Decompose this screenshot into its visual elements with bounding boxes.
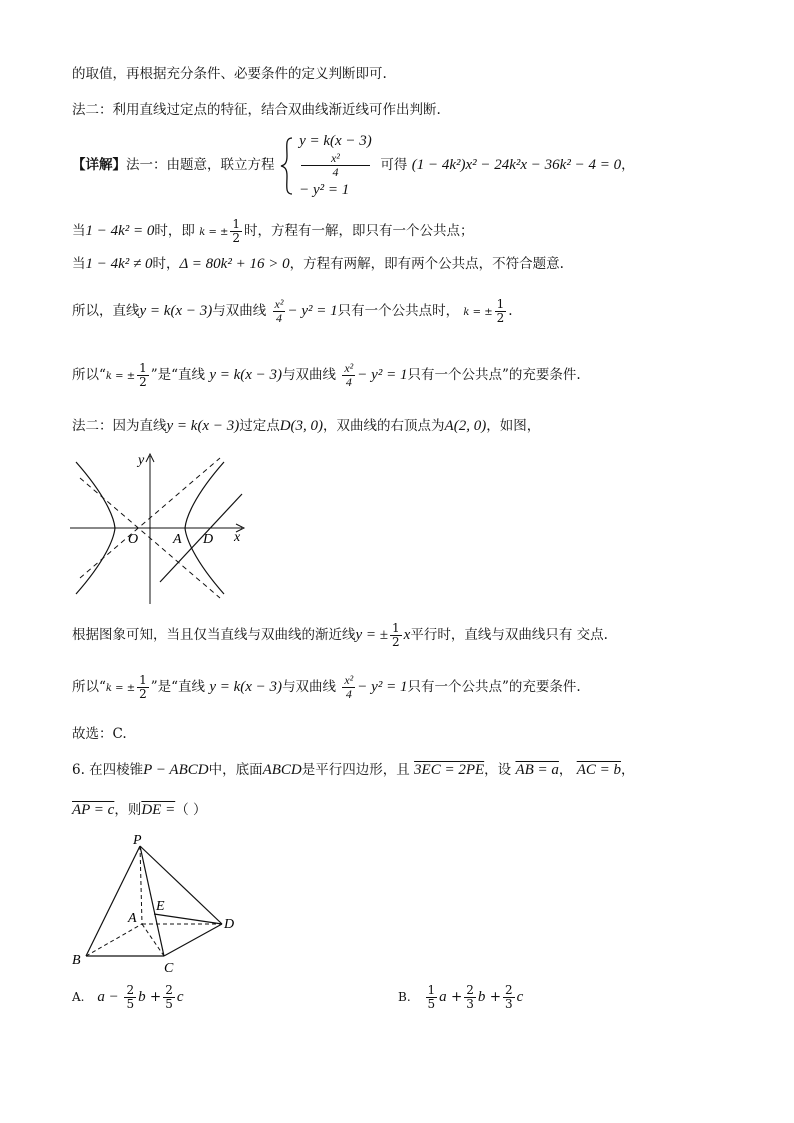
segment-ED	[154, 914, 222, 924]
text-line: 所以，直线y = k(x − 3)与双曲线 $\frac{\text{x²}}{4}$ − y² = 1只有一个公共点时， k = ± $\frac{1}{2}$ .	[72, 297, 513, 325]
edge-PA	[140, 846, 142, 924]
text-line: 当1 − 4k² ≠ 0时，Δ = 80k² + 16 > 0，方程有两解，即有两个公共点，不符合题意.	[72, 256, 564, 272]
label-D: D	[224, 917, 235, 932]
equation-system: y = k(x − 3) x² 4 − y² = 1	[299, 133, 372, 198]
detail-line: 【详解】法一：由题意，联立方程 y = k(x − 3) x² 4 − y² = 1 可得 (1 − 4k²)x² − 24k²x − 36k² − 4 = 0，	[72, 130, 635, 194]
option-b[interactable]: B. $\frac{1}{5}$ a + $\frac{2}{3}$ b + $\frac{2}{3}$ c	[398, 983, 524, 1011]
edge-CD	[164, 924, 222, 956]
text-line: 根据图象可知，当且仅当直线与双曲线的渐近线y = ± $\frac{1}{2}$ x平行时，直线与双曲线只有 交点.	[72, 621, 608, 649]
edge-PD	[140, 846, 222, 924]
text-line: 法二：利用直线过定点的特征，结合双曲线渐近线可作出判断.	[72, 102, 441, 118]
pyramid-figure	[70, 828, 250, 978]
text-line: 当1 − 4k² = 0时，即 k = ± $\frac{1}{2}$ 时，方程有一解，即只有一个公共点；	[72, 217, 474, 245]
edge-PB	[86, 846, 140, 956]
label-C: C	[164, 961, 174, 976]
label-O: O	[128, 532, 139, 547]
question-6-cont: AP = c，则DE =（ ）	[72, 802, 207, 818]
text-line: 法二：因为直线y = k(x − 3)过定点D(3, 0)，双曲线的右顶点为A(2, 0)，如图，	[72, 418, 541, 434]
answer-line: 故选：C.	[72, 726, 127, 742]
label-y: y	[138, 453, 145, 468]
label-A: A	[173, 532, 182, 547]
label-B: B	[72, 953, 81, 968]
label-D: D	[203, 532, 214, 547]
question-6: 6. 在四棱锥P − ABCD中，底面ABCD是平行四边形，且 3EC = 2PE，设 AB = a， AC = b，	[72, 762, 635, 778]
label-P: P	[133, 833, 142, 848]
label-A: A	[128, 911, 137, 926]
brace-icon	[279, 136, 295, 196]
option-a[interactable]: A. a − $\frac{2}{5}$ b + $\frac{2}{5}$ c	[72, 983, 184, 1011]
label-x: x	[234, 530, 241, 545]
detail-tag: 【详解】	[72, 157, 126, 173]
text-line: 的取值，再根据充分条件、必要条件的定义判断即可.	[72, 66, 387, 82]
label-E: E	[156, 899, 165, 914]
text-line: 所以“k = ± $\frac{1}{2}$ ”是“直线 y = k(x − 3)与双曲线 $\frac{\text{x²}}{4}$ − y² = 1只有一个公共点”的充要条件.	[72, 673, 581, 701]
hyperbola-figure	[66, 448, 256, 608]
quadratic-equation: (1 − 4k²)x² − 24k²x − 36k² − 4 = 0	[411, 157, 622, 173]
text-line: 所以“k = ± $\frac{1}{2}$ ”是“直线 y = k(x − 3)与双曲线 $\frac{\text{x²}}{4}$ − y² = 1只有一个公共点”的充要条件.	[72, 361, 581, 389]
